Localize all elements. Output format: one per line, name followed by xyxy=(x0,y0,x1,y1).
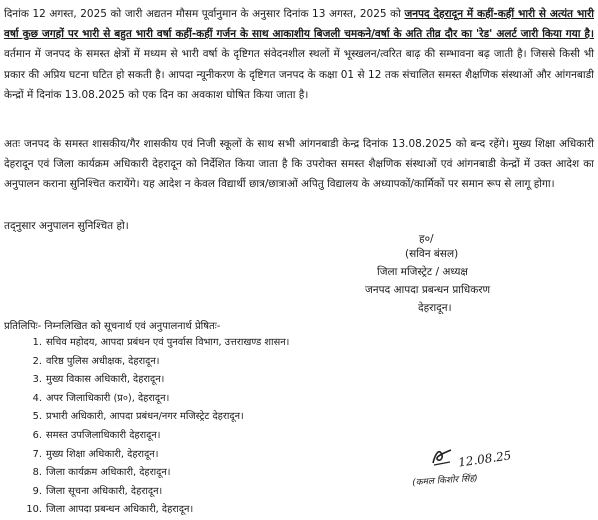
signature-name: (सविन बंसल) xyxy=(405,248,459,260)
handwritten-date: 12.08.25 xyxy=(457,448,513,470)
signature-place: देहरादून। xyxy=(418,302,452,314)
signature-sd: ह०/ xyxy=(419,233,434,245)
copy-to-heading: प्रतिलिपिः- निम्नलिखित को सूचनार्थ एवं अनुपालनार्थ प्रेषितः- xyxy=(4,321,221,332)
list-item: 7. मुख्य शिक्षा अधिकारी, देहरादून। xyxy=(32,448,159,460)
paragraph-red-alert xyxy=(4,4,594,106)
list-item: 3. मुख्य विकास अधिकारी, देहरादून। xyxy=(32,374,165,386)
paragraph-1-intro: दिनांक 12 अगस्त, 2025 को जारी अद्यतन मौसम पूर्वानुमान के अनुसार दिनांक 13 अगस्त, 2025 को xyxy=(4,7,401,20)
list-item: 6. समस्त उपजिलाधिकारी देहरादून। xyxy=(32,429,161,441)
list-item: 2. वरिष्ठ पुलिस अधीक्षक, देहरादून। xyxy=(32,355,160,367)
copy-to-list xyxy=(22,334,289,520)
paragraph-compliance: तद्नुसार अनुपालन सुनिश्चित हो। xyxy=(4,219,129,232)
list-item: 4. अपर जिलाधिकारी (प्र०), देहरादून। xyxy=(32,392,170,404)
signature-authority: जनपद आपदा प्रबन्धन प्राधिकरण xyxy=(365,284,491,296)
paragraph-school-closure: अतः जनपद के समस्त शासकीय/गैर शासकीय एवं निजी स्कूलों के साथ सभी आंगनबाडी केन्द्र दिनांक 13.08.2025 को बन्द रहेंगे। मुख्य शिक्षा अधिकारी देहरादून एवं जिला कार्यक्रम अधिकारी देहरादून को निर्देशित किया जाता है कि उपरोक्त समस्त शैक्षणिक संस्थाओं एवं आंगनबाडी केन्द्रों में उक्त आदेश का अनुपालन कराना सुनिश्चित करायेंगे। यह आदेश न केवल विद्यार्थी छात्र/छात्राओं अपितु विद्यालय के अध्यापकों/कार्मिकों पर समान रूप से लागू होगा। xyxy=(4,137,594,191)
handwritten-name: (कमल किशोर सिंह) xyxy=(411,473,479,489)
list-item: 5. प्रभारी अधिकारी, आपदा प्रबंधन/नगर मजिस्ट्रेट देहरादून। xyxy=(32,411,244,423)
list-item: 1. सचिव महोदय, आपदा प्रबंधन एवं पुनर्वास विभाग, उत्तराखण्ड शासन। xyxy=(32,337,290,348)
paragraph-1-alert-text: जनपद देहरादून में कहीं-कहीं भारी से अत्यंत भारी वर्षा कुछ जगहों पर भारी से बहुत भारी वर्षा कहीं-कहीं गर्जन के साथ आकाशीय बिजली चमकने/वर्षा के अति तीव्र दौर का 'रेड' अलर्ट जारी किया गया है। xyxy=(4,7,594,40)
handwritten-initial-icon xyxy=(430,447,454,467)
list-item: 8. जिला कार्यक्रम अधिकारी, देहरादून। xyxy=(32,467,171,479)
paragraph-1-holiday-text: वर्तमान में जनपद के समस्त क्षेत्रों में मध्यम से भारी वर्षा के दृष्टिगत संवेदनशील स्थलों में भूस्खलन/त्वरित बाढ़ की सम्भावना बढ़ जाती है। जिससे किसी भी प्रकार की अप्रिय घटना घटित हो सकती है। आपदा न्यूनीकरण के दृष्टिगत जनपद के कक्षा 01 से 12 तक संचालित समस्त शैक्षणिक संस्थाओं और आंगनबाडी केन्द्रों में दिनांक 13.08.2025 को एक दिन का अवकाश घोषित किया जाता है। xyxy=(4,48,594,102)
signature-designation: जिला मजिस्ट्रेट / अध्यक्ष xyxy=(377,266,468,278)
list-item: 9. जिला सूचना अधिकारी, देहरादून। xyxy=(32,485,163,497)
list-item: 10. जिला आपदा प्रबन्धन अधिकारी, देहरादून। xyxy=(26,504,194,516)
